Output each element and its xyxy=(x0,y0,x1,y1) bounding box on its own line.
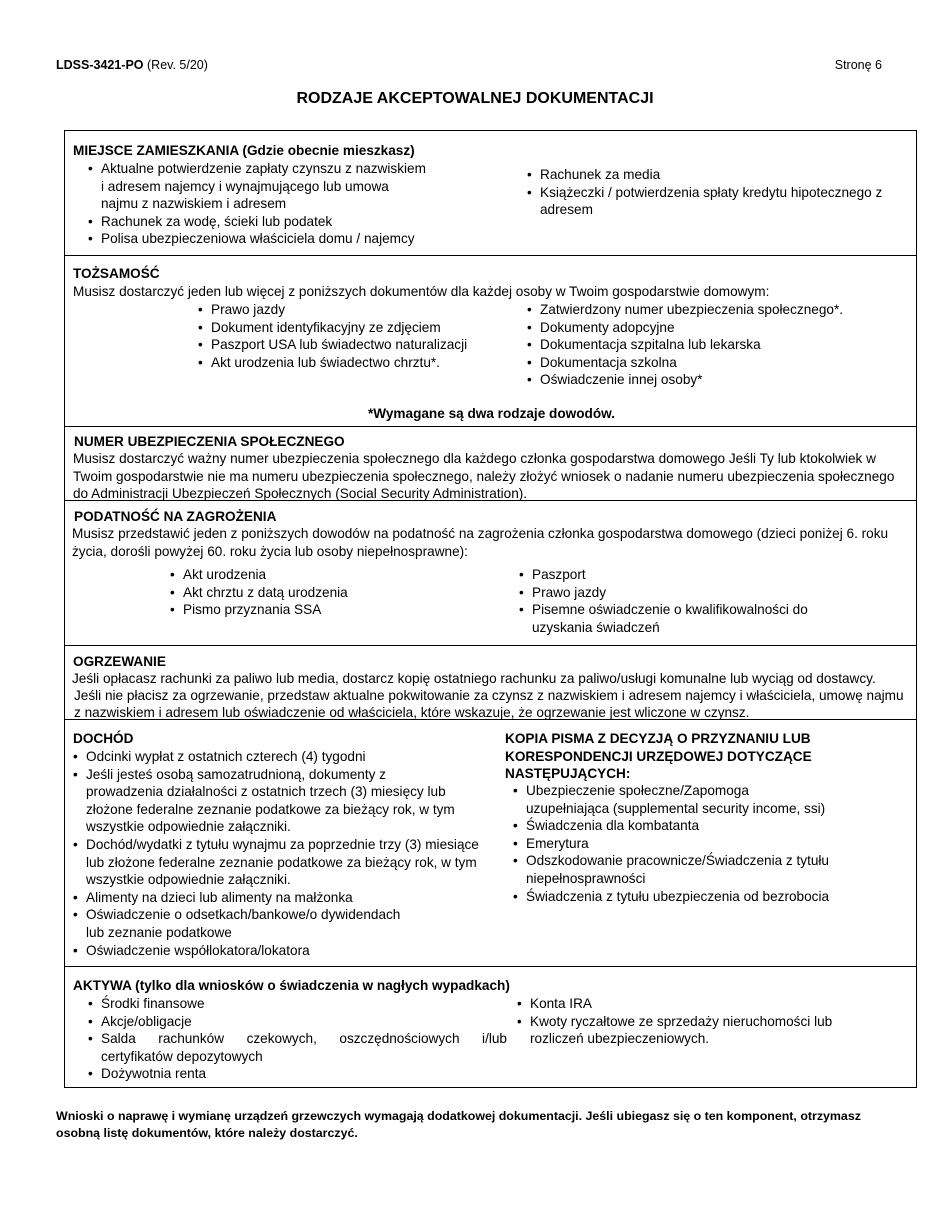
list-item: • Akcje/obligacje xyxy=(87,1013,507,1031)
section-vulnerability xyxy=(65,501,916,646)
form-id: LDSS-3421-PO (Rev. 5/20) xyxy=(56,58,208,72)
list-item: • Dokumentacja szkolna xyxy=(526,354,916,372)
page-number: Stronę 6 xyxy=(834,58,882,72)
list-item: • Konta IRA xyxy=(516,995,886,1013)
heating-line-2: Jeśli nie płacisz za ogrzewanie, przedstaw aktualne pokwitowanie za czynsz z nazwiskiem i adresem najemcy i właściciela, umowę najmu xyxy=(74,688,904,703)
section-heating xyxy=(65,646,916,720)
list-item: • Paszport xyxy=(518,566,808,584)
list-item: • Rachunek za media xyxy=(526,166,916,184)
section-heading: AKTYWA (tylko dla wniosków o świadczenia w nagłych wypadkach) xyxy=(73,978,510,993)
list-item: • Oświadczenie innej osoby* xyxy=(526,371,916,389)
list-item: • Salda rachunków czekowych, oszczędnościowych i/lub certyfikatów depozytowych xyxy=(87,1030,507,1065)
list-item: • Zatwierdzony numer ubezpieczenia społecznego*. xyxy=(526,301,916,319)
vulnerability-text: Musisz przedstawić jeden z poniższych dowodów na podatność na zagrożenia członka gospodarstwa domowego (dzieci poniżej 6. roku życia, dorośli powyżej 60. roku życia lub osoby niepełnosprawne): xyxy=(72,526,889,559)
list-item: • Dokument identyfikacyjny ze zdjęciem xyxy=(197,319,527,337)
list-item: • Oświadczenie o odsetkach/bankowe/o dywidendach lub zeznanie podatkowe xyxy=(72,906,484,941)
section-identity xyxy=(65,256,916,427)
list-item: • Świadczenia z tytułu ubezpieczenia od bezrobocia xyxy=(512,888,832,906)
identity-right-list xyxy=(526,301,916,389)
identity-left-list xyxy=(197,301,527,371)
income-list xyxy=(72,748,484,959)
section-heading: PODATNOŚĆ NA ZAGROŻENIA xyxy=(74,509,277,524)
list-item: • Jeśli jesteś osobą samozatrudnioną, dokumenty z prowadzenia działalności z ostatnich trzech (3) miesięcy lub złożone federalne zeznanie podatkowe za bieżący rok, w tym wszystkie odpowiednie załączniki. xyxy=(72,766,484,836)
list-item: • Paszport USA lub świadectwo naturalizacji xyxy=(197,336,527,354)
list-item: • Dokumenty adopcyjne xyxy=(526,319,916,337)
list-item: • Polisa ubezpieczeniowa właściciela domu / najemcy xyxy=(87,230,427,248)
list-item: • Prawo jazdy xyxy=(197,301,527,319)
residence-right-list xyxy=(526,166,916,219)
list-item: • Środki finansowe xyxy=(87,995,507,1013)
list-item: • Dożywotnia renta xyxy=(87,1065,507,1083)
list-item: • Kwoty ryczałtowe ze sprzedaży nieruchomości lub rozliczeń ubezpieczeniowych. xyxy=(516,1013,886,1048)
page-header xyxy=(56,57,882,75)
list-item: • Pismo przyznania SSA xyxy=(169,601,489,619)
identity-note: *Wymagane są dwa rodzaje dowodów. xyxy=(367,406,615,421)
list-item: • Ubezpieczenie społeczne/Zapomoga uzupełniająca (supplemental security income, ssi) xyxy=(512,782,832,817)
section-ssn xyxy=(65,427,916,501)
list-item: • Dokumentacja szpitalna lub lekarska xyxy=(526,336,916,354)
list-item: • Oświadczenie współlokatora/lokatora xyxy=(72,942,484,960)
list-item: • Akt chrztu z datą urodzenia xyxy=(169,584,489,602)
documentation-table xyxy=(64,130,917,1088)
page-title: RODZAJE AKCEPTOWALNEJ DOKUMENTACJI xyxy=(296,90,654,107)
section-assets xyxy=(65,967,916,1088)
list-item: • Książeczki / potwierdzenia spłaty kredytu hipotecznego z adresem xyxy=(526,184,916,219)
assets-left-list xyxy=(87,995,507,1083)
list-item: • Alimenty na dzieci lub alimenty na małżonka xyxy=(72,889,484,907)
section-heading: DOCHÓD xyxy=(73,731,134,746)
vulnerability-right-list xyxy=(518,566,808,636)
residence-left-list xyxy=(87,160,427,248)
assets-right-list xyxy=(516,995,886,1048)
heating-line-1: Jeśli opłacasz rachunki za paliwo lub media, dostarcz kopię ostatniego rachunku za paliwo/usługi komunalne lub wyciąg od dostawcy. xyxy=(72,671,876,686)
list-item: • Rachunek za wodę, ścieki lub podatek xyxy=(87,213,427,231)
section-heading: TOŻSAMOŚĆ xyxy=(73,266,160,281)
list-item: • Emerytura xyxy=(512,835,832,853)
footer-note: Wnioski o naprawę i wymianę urządzeń grzewczych wymagają dodatkowej dokumentacji. Jeśli ubiegasz się o ten komponent, otrzymasz osobną listę dokumentów, które należy dostarczyć. xyxy=(56,1109,861,1140)
ssn-text: Musisz dostarczyć ważny numer ubezpieczenia społecznego dla każdego członka gospodarstwa domowego Jeśli Ty lub ktokolwiek w Twoim gospodarstwie nie ma numeru ubezpieczenia społecznego, należy złożyć wniosek o nadanie numeru ubezpieczenia społecznego do Administracji Ubezpieczeń Społecznych (Social Security Administration). xyxy=(73,451,895,502)
list-item: • Akt urodzenia xyxy=(169,566,489,584)
identity-intro: Musisz dostarczyć jeden lub więcej z poniższych dokumentów dla każdej osoby w Twoim gospodarstwie domowym: xyxy=(73,284,770,299)
list-item: • Dochód/wydatki z tytułu wynajmu za poprzednie trzy (3) miesiące lub złożone federalne zeznanie podatkowe za bieżący rok, w tym wszystkie odpowiednie załączniki. xyxy=(72,836,484,889)
award-letter-heading: KOPIA PISMA Z DECYZJĄ O PRZYZNANIU LUB KORESPONDENCJI URZĘDOWEJ DOTYCZĄCE NASTĘPUJĄCYCH: xyxy=(505,731,812,782)
award-letter-list xyxy=(512,782,832,905)
list-item: • Odszkodowanie pracownicze/Świadczenia z tytułu niepełnosprawności xyxy=(512,852,832,887)
section-heading: NUMER UBEZPIECZENIA SPOŁECZNEGO xyxy=(74,434,345,449)
section-income xyxy=(65,720,916,967)
section-heading: MIEJSCE ZAMIESZKANIA (Gdzie obecnie mieszkasz) xyxy=(73,143,415,158)
section-residence xyxy=(65,131,916,256)
list-item: • Prawo jazdy xyxy=(518,584,808,602)
list-item: • Aktualne potwierdzenie zapłaty czynszu z nazwiskiem i adresem najemcy i wynajmującego lub umowa najmu z nazwiskiem i adresem xyxy=(87,160,427,213)
list-item: • Odcinki wypłat z ostatnich czterech (4) tygodni xyxy=(72,748,484,766)
list-item: • Świadczenia dla kombatanta xyxy=(512,817,832,835)
section-heading: OGRZEWANIE xyxy=(73,654,166,669)
list-item: • Akt urodzenia lub świadectwo chrztu*. xyxy=(197,354,527,372)
vulnerability-left-list xyxy=(169,566,489,619)
list-item: • Pisemne oświadczenie o kwalifikowalności do uzyskania świadczeń xyxy=(518,601,808,636)
heating-line-3: z nazwiskiem i adresem lub oświadczenie od właściciela, które wskazuje, że ogrzewanie jest wliczone w czynsz. xyxy=(74,705,750,720)
